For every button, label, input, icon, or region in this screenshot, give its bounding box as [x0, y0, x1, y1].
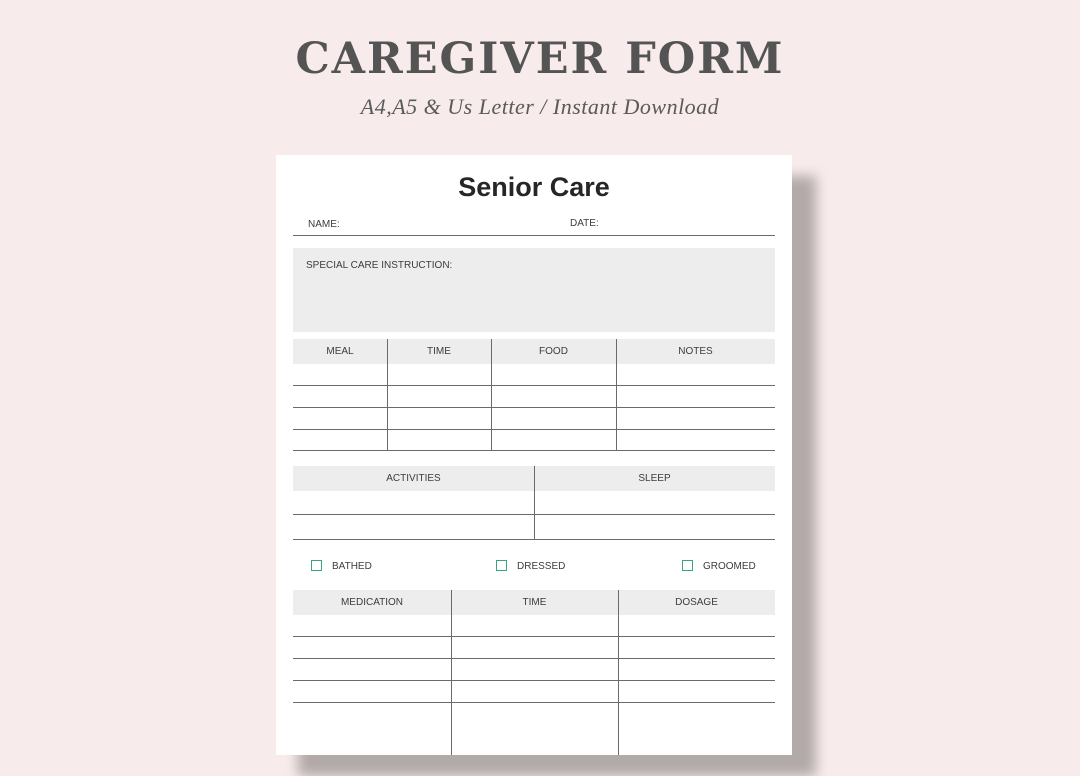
- meals-table-header: [293, 339, 775, 364]
- medication-table-header: [293, 590, 775, 615]
- meals-header-food: FOOD: [539, 346, 568, 357]
- table-row: [293, 407, 775, 408]
- activities-header: ACTIVITIES: [386, 473, 441, 484]
- column-divider: [451, 590, 452, 755]
- name-label: NAME:: [308, 219, 340, 230]
- table-row: [293, 429, 775, 430]
- meals-header-time: TIME: [427, 346, 451, 357]
- date-label: DATE:: [570, 218, 599, 229]
- table-row: [293, 636, 775, 637]
- meals-header-notes: NOTES: [678, 346, 713, 357]
- checkbox-dressed[interactable]: [496, 560, 507, 571]
- column-divider: [618, 590, 619, 755]
- table-row: [293, 680, 775, 681]
- banner-title: CAREGIVER FORM: [295, 34, 785, 84]
- table-row: [293, 658, 775, 659]
- table-row: [293, 702, 775, 703]
- sleep-header: SLEEP: [638, 473, 671, 484]
- banner-subtitle: A4,A5 & Us Letter / Instant Download: [360, 94, 720, 119]
- column-divider: [616, 339, 617, 451]
- checklist-label-groomed: GROOMED: [703, 561, 756, 572]
- meals-table: [293, 339, 775, 451]
- column-divider: [534, 466, 535, 540]
- medication-time-header: TIME: [522, 597, 547, 608]
- column-divider: [491, 339, 492, 451]
- form-title: Senior Care: [458, 172, 610, 202]
- checklist-label-bathed: BATHED: [332, 561, 372, 572]
- activities-sleep-table: [293, 466, 775, 540]
- table-row: [293, 450, 775, 451]
- name-date-line: [293, 235, 775, 236]
- checkbox-bathed[interactable]: [311, 560, 322, 571]
- checkbox-groomed[interactable]: [682, 560, 693, 571]
- medication-header: MEDICATION: [340, 597, 404, 608]
- dosage-header: DOSAGE: [675, 597, 718, 608]
- form-sheet: [276, 155, 792, 755]
- column-divider: [387, 339, 388, 451]
- medication-table: [293, 590, 775, 755]
- special-instructions-box: [293, 248, 775, 332]
- meals-header-meal: MEAL: [326, 346, 354, 357]
- table-row: [293, 385, 775, 386]
- checklist-label-dressed: DRESSED: [517, 561, 566, 572]
- special-instructions-label: SPECIAL CARE INSTRUCTION:: [306, 260, 453, 271]
